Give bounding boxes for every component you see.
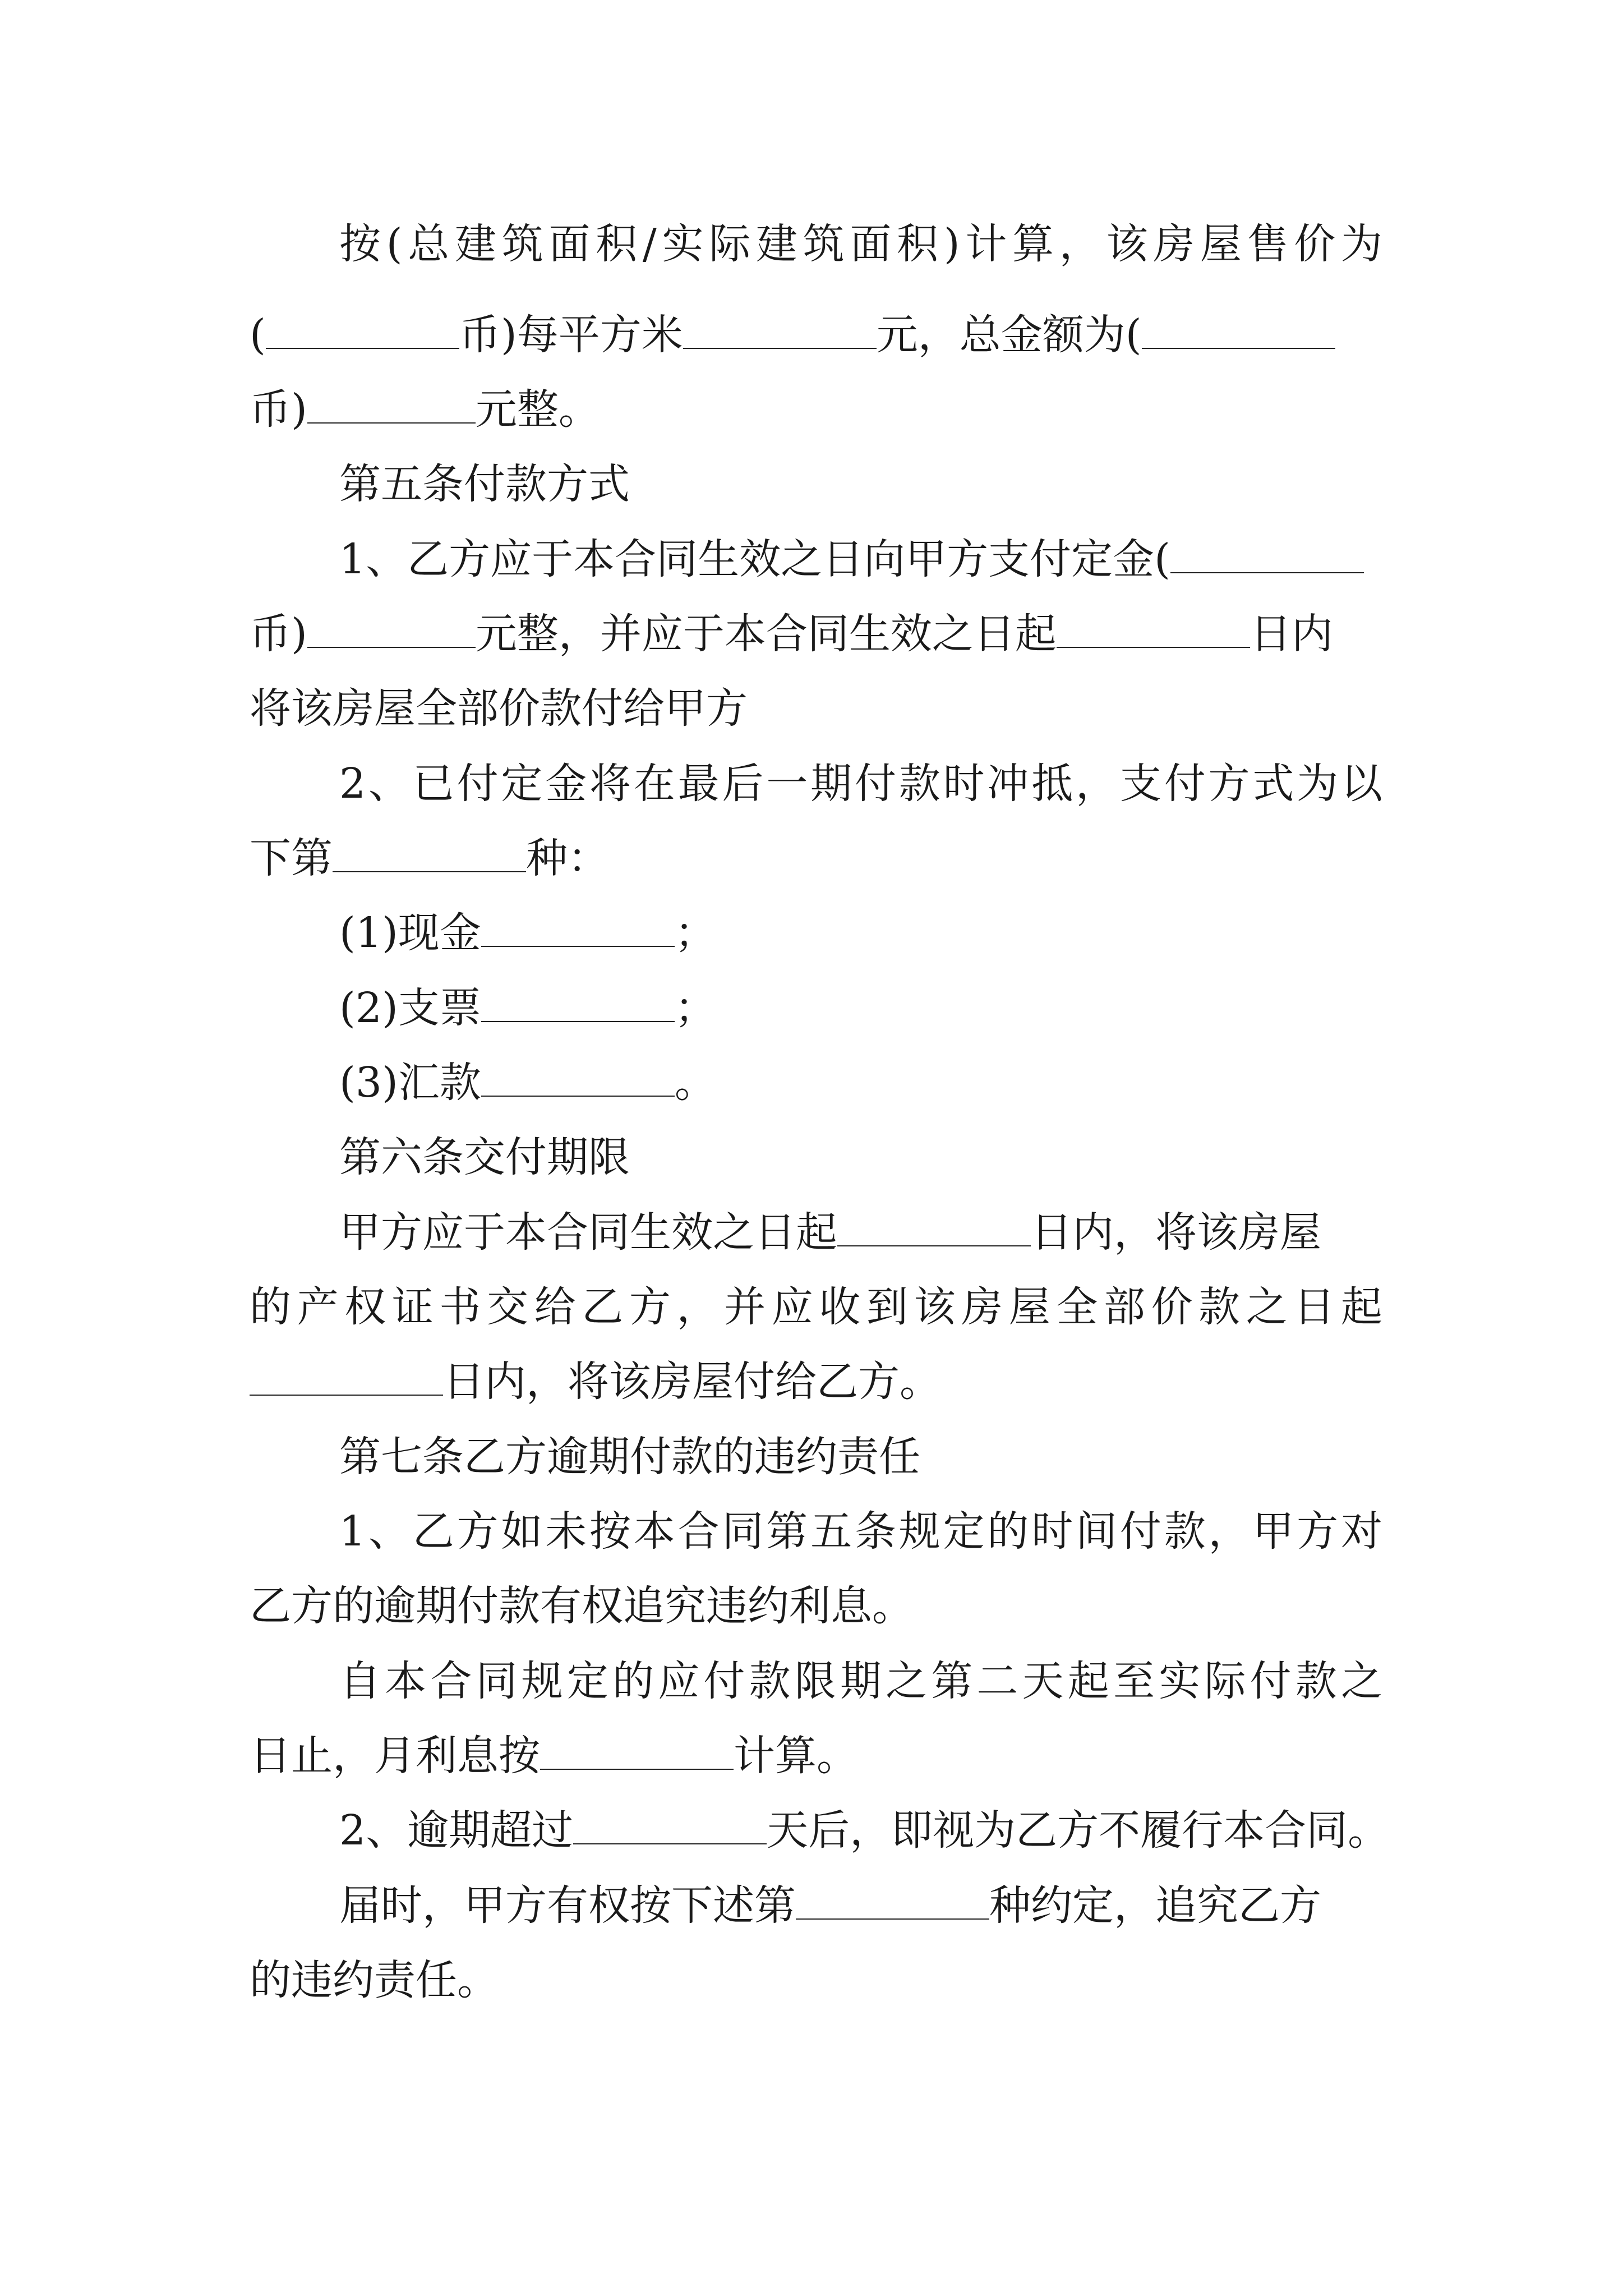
text-run: 元，总金额为( (876, 311, 1142, 359)
text-run: ； (674, 909, 716, 957)
payment-method-blank (333, 835, 526, 872)
article-7-heading (339, 1432, 920, 1482)
article-7-item-2 (339, 1805, 1389, 1856)
text-run: 种约定，追究乙方 (989, 1881, 1321, 1930)
text-run: 元整，并应于本合同生效之日起 (475, 610, 1057, 658)
text-run: 种： (526, 834, 609, 882)
text-run: 天后，即视为乙方不履行本合同。 (767, 1806, 1390, 1855)
text-run: 币) (250, 610, 307, 658)
article-6-heading (339, 1132, 630, 1182)
text-run: 元整。 (475, 385, 600, 434)
heading-text: 第五条付款方式 (339, 460, 630, 508)
article-6-line-2 (250, 1282, 1382, 1332)
text-run: 的违约责任。 (250, 1956, 499, 2004)
text-run: 按(总建筑面积/实际建筑面积)计算，该房屋售价为 (339, 220, 1382, 268)
heading-text: 第六条交付期限 (339, 1133, 630, 1181)
text-run: 甲方应于本合同生效之日起 (339, 1208, 837, 1257)
price-clause-line-3 (250, 384, 600, 435)
price-clause-line-2 (250, 310, 1382, 360)
text-run: 币)每平方米 (459, 311, 683, 359)
payment-option-cash (339, 908, 716, 958)
total-currency-blank (1142, 312, 1335, 349)
article-7-item-1-line-2 (250, 1581, 914, 1631)
interest-rate-blank (540, 1733, 734, 1770)
payment-option-remittance (339, 1057, 716, 1108)
text-run: 2、逾期超过 (339, 1806, 574, 1855)
currency-blank (266, 312, 459, 349)
unit-price-blank (683, 312, 877, 349)
delivery-days-blank (250, 1359, 443, 1396)
article-7-remedy-line-2 (250, 1955, 499, 2005)
text-run: 日内 (1249, 610, 1333, 658)
deposit-currency-blank (1170, 536, 1364, 573)
text-run: 下第 (250, 834, 333, 882)
article-5-heading (339, 459, 630, 509)
text-run: 将该房屋全部价款付给甲方 (250, 684, 748, 733)
remedy-option-blank (796, 1883, 989, 1920)
deposit-amount-blank (307, 611, 476, 648)
text-run: 。 (674, 1059, 716, 1107)
text-run: (3)汇款 (339, 1059, 481, 1107)
text-run: 日内，将该房屋付给乙方。 (443, 1358, 941, 1406)
article-7-interest-line-1 (339, 1656, 1382, 1706)
text-run: 2、已付定金将在最后一期付款时冲抵，支付方式为以 (339, 760, 1382, 808)
cash-blank (481, 910, 675, 947)
price-clause-line-1 (339, 219, 1382, 269)
text-run: ； (674, 984, 716, 1032)
text-run: 自本合同规定的应付款限期之第二天起至实际付款之 (339, 1657, 1382, 1705)
overdue-days-blank (573, 1807, 767, 1844)
text-run: 乙方的逾期付款有权追究违约利息。 (250, 1582, 914, 1630)
article-6-line-1 (339, 1207, 1321, 1258)
cheque-blank (481, 985, 675, 1022)
text-run: 1、乙方如未按本合同第五条规定的时间付款，甲方对 (339, 1507, 1382, 1556)
text-run: 日止，月利息按 (250, 1732, 540, 1780)
text-run: ( (250, 311, 266, 359)
article-5-item-2-line-2 (250, 833, 609, 884)
text-run: 日内，将该房屋 (1031, 1208, 1321, 1257)
text-run: 1、乙方应于本合同生效之日向甲方支付定金( (339, 535, 1170, 583)
total-amount-blank (307, 386, 476, 424)
article-7-item-1-line-1 (339, 1506, 1382, 1557)
text-run: (1)现金 (339, 909, 481, 957)
article-5-item-1-line-3 (250, 683, 748, 734)
text-run: (2)支票 (339, 984, 481, 1032)
article-6-line-3 (250, 1356, 941, 1407)
payment-option-cheque (339, 983, 716, 1033)
article-5-item-1-line-2 (250, 609, 1333, 659)
remittance-blank (481, 1060, 675, 1097)
heading-text: 第七条乙方逾期付款的违约责任 (339, 1433, 920, 1481)
certificate-days-blank (837, 1209, 1031, 1246)
text-run: 计算。 (734, 1732, 858, 1780)
article-5-item-2-line-1 (339, 758, 1382, 809)
payment-days-blank (1057, 611, 1250, 648)
article-7-interest-line-2 (250, 1731, 858, 1781)
text-run: 币) (250, 385, 307, 434)
article-5-item-1-line-1 (339, 534, 1382, 585)
text-run: 届时，甲方有权按下述第 (339, 1881, 796, 1930)
text-run: 的产权证书交给乙方，并应收到该房屋全部价款之日起 (250, 1283, 1382, 1331)
article-7-remedy-line-1 (339, 1880, 1321, 1931)
